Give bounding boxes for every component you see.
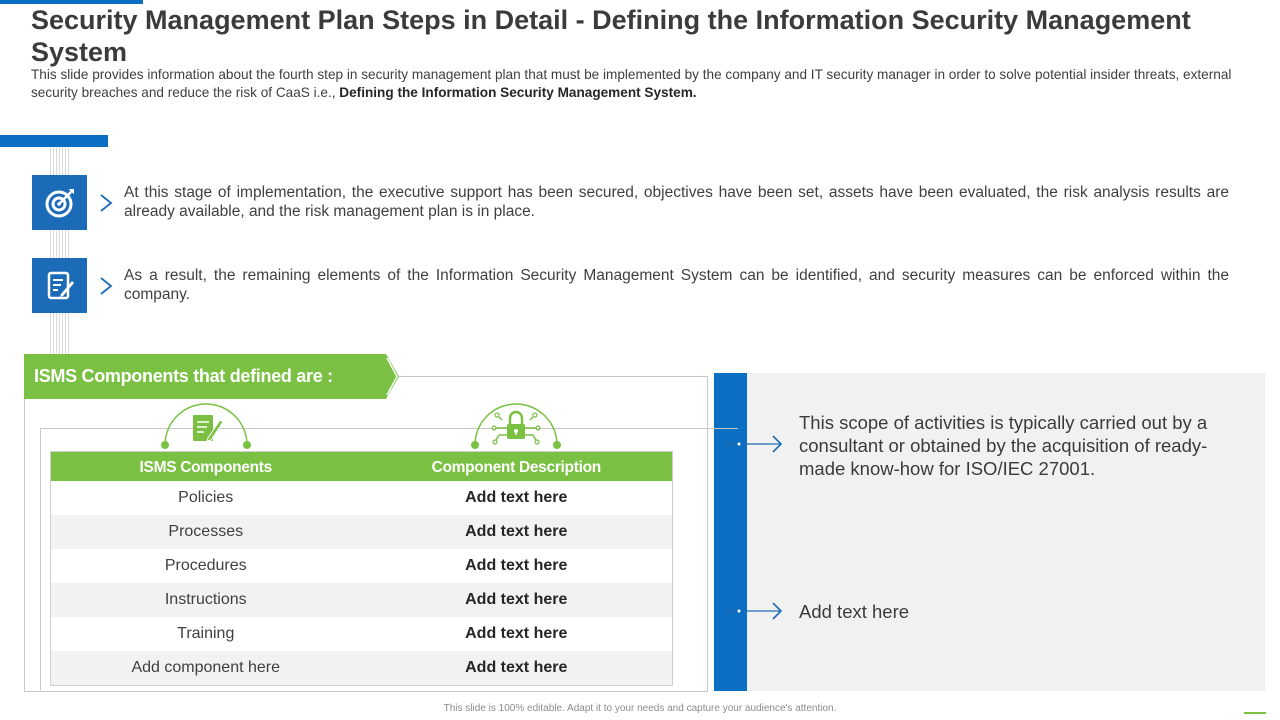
component-cell: Training	[177, 625, 235, 642]
target-icon	[43, 186, 77, 220]
chevron-right-icon	[98, 276, 114, 296]
table-row	[51, 481, 672, 515]
page-title: Security Management Plan Steps in Detail - Defining the Information Security Management System	[31, 5, 1191, 67]
right-blue-band	[714, 373, 747, 691]
point-item-1	[32, 175, 1232, 231]
component-cell: Procedures	[164, 557, 247, 574]
footer-note: This slide is 100% editable. Adapt it to your needs and capture your audience's attention.	[443, 703, 837, 714]
description-cell: Add text here	[465, 591, 568, 608]
chevron-right-icon	[98, 193, 114, 213]
subtitle-bold-text: Defining the Information Security Management System.	[339, 85, 697, 100]
add-text-placeholder: Add text here	[799, 601, 910, 622]
table-header-description: Component Description	[431, 459, 601, 476]
corner-accent-mark	[1244, 712, 1266, 714]
component-cell: Add component here	[131, 659, 281, 676]
lock-arc-icon	[466, 400, 566, 455]
checklist-edit-icon	[43, 269, 77, 303]
subtitle-text: This slide provides information about the fourth step in security management plan that must be implemented by the company and IT security manager in order to solve potential insider threats, external security breaches and reduce the risk of CaaS i.e.,	[31, 67, 1232, 100]
point-text: At this stage of implementation, the executive support has been secured, objectives have been set, assets have been evaluated, the risk analysis results are already available, and the risk management plan is in place.	[124, 184, 1229, 220]
description-cell: Add text here	[465, 523, 568, 540]
component-cell: Processes	[168, 523, 244, 540]
isms-components-table	[50, 451, 673, 686]
document-arc-icon	[156, 400, 256, 455]
table-body	[51, 481, 672, 685]
point-item-2	[32, 258, 1232, 314]
table-header-row	[51, 452, 672, 481]
point-icon-box	[32, 175, 87, 230]
table-row	[51, 651, 672, 685]
isms-ribbon-label: ISMS Components that defined are :	[34, 366, 333, 386]
description-cell: Add text here	[465, 625, 568, 642]
table-row	[51, 549, 672, 583]
circuit-lock-icon	[492, 412, 540, 444]
left-accent-bar	[0, 135, 108, 147]
table-row	[51, 617, 672, 651]
scope-text: This scope of activities is typically carried out by a consultant or obtained by the acquisition of ready-made know-how for ISO/IEC 27001.	[799, 412, 1208, 479]
description-cell: Add text here	[465, 489, 568, 506]
panel-connector-line	[708, 428, 738, 429]
table-row	[51, 583, 672, 617]
component-cell: Instructions	[164, 591, 247, 608]
arrow-right-icon	[723, 434, 783, 454]
point-text: As a result, the remaining elements of the Information Security Management System can be identified, and security measures can be enforced within the company.	[124, 267, 1229, 303]
table-row	[51, 515, 672, 549]
point-icon-box	[32, 258, 87, 313]
table-header-components: ISMS Components	[139, 459, 272, 476]
description-cell: Add text here	[465, 659, 568, 676]
arrow-right-icon	[723, 601, 783, 621]
document-edit-icon	[193, 415, 223, 441]
component-cell: Policies	[178, 489, 234, 506]
description-cell: Add text here	[465, 557, 568, 574]
page-subtitle	[31, 66, 1246, 102]
isms-frame-top-line	[399, 376, 708, 377]
